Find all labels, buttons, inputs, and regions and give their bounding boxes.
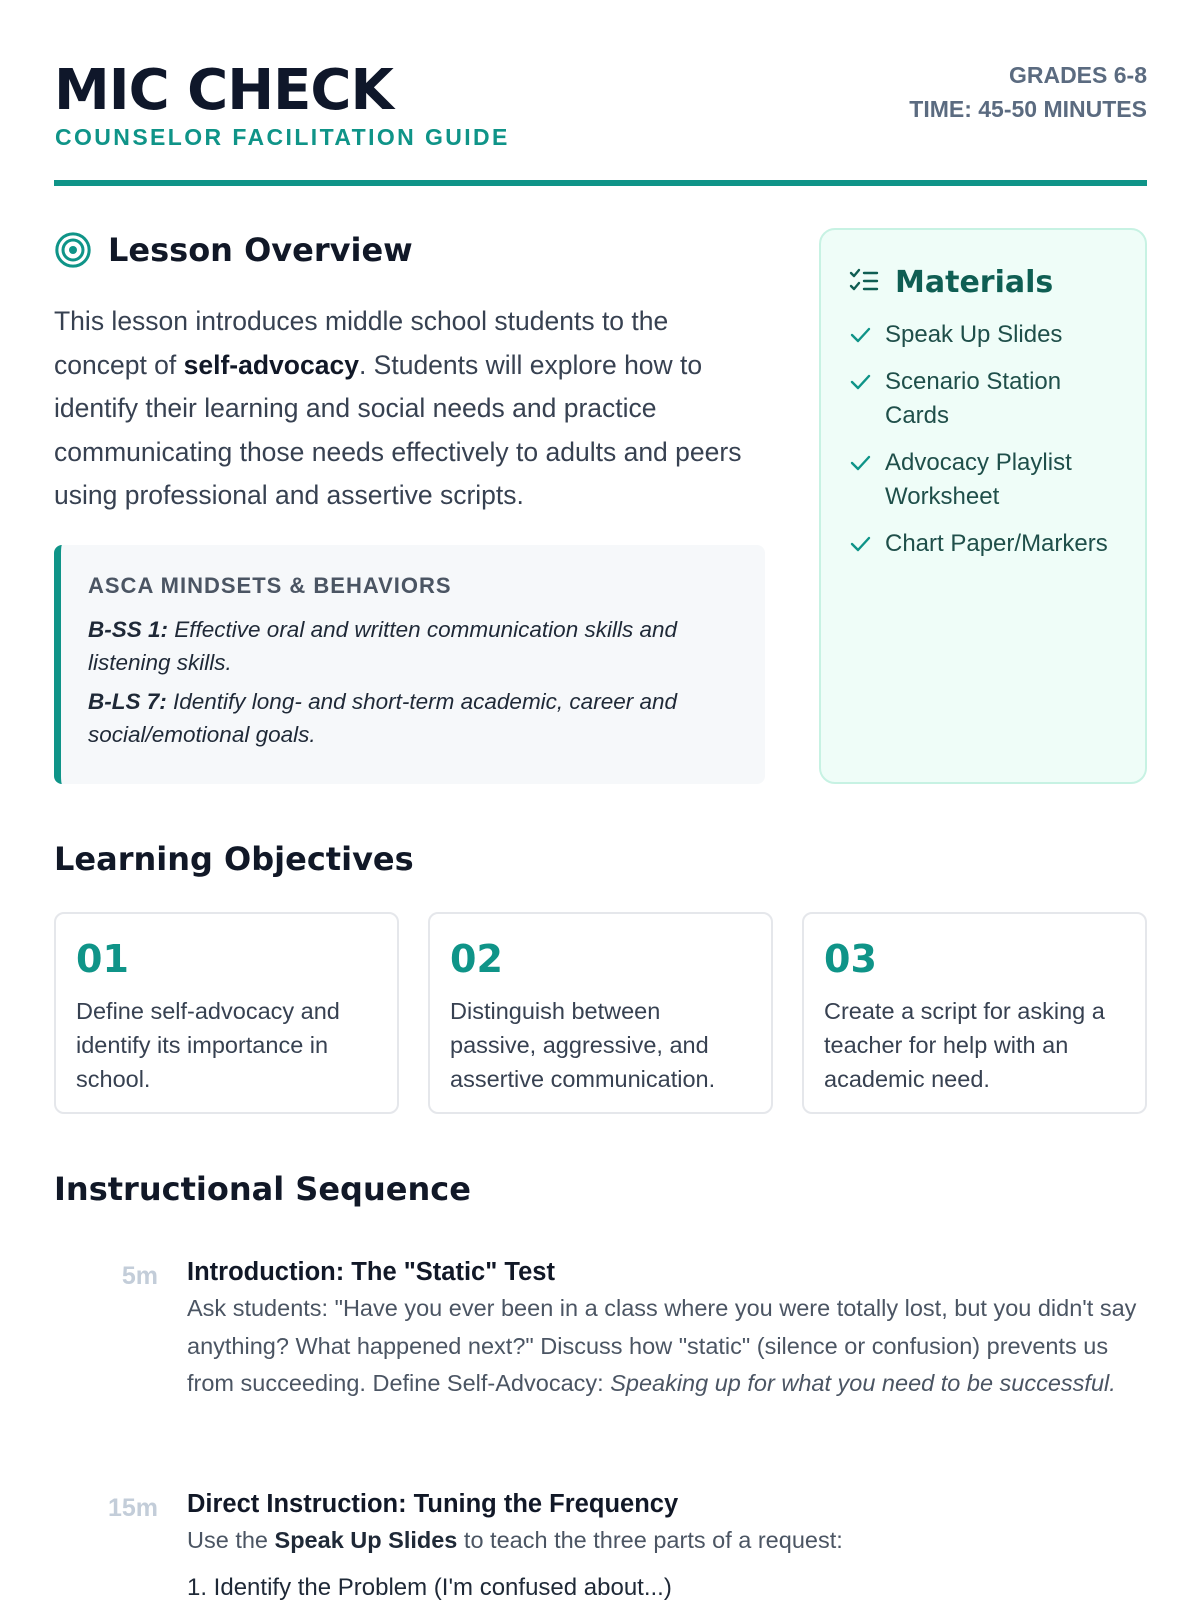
asca-standards-box <box>54 545 765 784</box>
step-duration: 15m <box>107 1494 158 1522</box>
page-title: MIC CHECK <box>54 58 393 123</box>
objective-number: 01 <box>76 937 129 981</box>
learning-objectives <box>54 840 1147 1092</box>
objective-number: 02 <box>450 937 503 981</box>
asca-heading: ASCA MINDSETS & BEHAVIORS <box>88 573 452 598</box>
materials-panel <box>819 228 1147 784</box>
materials-header <box>849 260 1123 304</box>
grades-label: GRADES 6-8 <box>1008 62 1147 88</box>
objectives-heading: Learning Objectives <box>54 840 414 878</box>
step-body-text: to teach the three parts of a request: <box>457 1527 843 1553</box>
overview-text <box>54 300 766 518</box>
header <box>54 58 1147 188</box>
step-title: Direct Instruction: Tuning the Frequency <box>187 1490 679 1518</box>
step-body <box>187 1522 1137 1560</box>
asca-item <box>88 613 741 679</box>
check-icon <box>849 324 871 346</box>
step-body-text: Use the <box>187 1527 275 1553</box>
header-divider <box>54 180 1147 186</box>
step-body-emphasis: Speaking up for what you need to be successful. <box>610 1370 1116 1396</box>
check-icon <box>849 533 871 555</box>
step-list-item: 1. Identify the Problem (I'm confused about...) <box>187 1574 672 1600</box>
lesson-meta <box>909 58 1147 126</box>
step-body <box>187 1290 1137 1403</box>
materials-item-label: Advocacy Playlist Worksheet <box>885 449 1072 510</box>
overview-keyword: self-advocacy <box>183 349 359 380</box>
step-title: Introduction: The "Static" Test <box>187 1258 555 1286</box>
overview-heading: Lesson Overview <box>108 231 413 269</box>
objective-card <box>802 912 1147 1114</box>
objective-number: 03 <box>824 937 877 981</box>
materials-item-label: Scenario Station Cards <box>885 368 1062 429</box>
materials-item <box>849 365 1123 433</box>
materials-heading: Materials <box>895 264 1054 300</box>
asca-item <box>88 685 741 751</box>
step-body-keyword: Speak Up Slides <box>274 1527 458 1553</box>
asca-text: Effective oral and written communication skills and listening skills. <box>88 617 677 675</box>
objective-text: Define self-advocacy and identify its importance in school. <box>76 998 340 1092</box>
step-body-text: Ask students: "Have you ever been in a class where you were totally lost, but you didn't say anything? What happened next?" Discuss how "static" (silence or confusion) prevents us from succeeding. Define Self-Advocacy: <box>187 1295 1137 1396</box>
asca-code: B-LS 7: <box>88 689 167 714</box>
instructional-sequence <box>54 1170 1147 1600</box>
time-label: TIME: 45-50 MINUTES <box>909 96 1147 122</box>
objectives-grid <box>54 912 1147 1114</box>
asca-code: B-SS 1: <box>88 617 169 642</box>
overview-text-part: This lesson introduces middle school students to the concept of <box>54 306 669 380</box>
lesson-overview <box>54 228 766 518</box>
materials-item <box>849 527 1123 561</box>
page-subtitle: COUNSELOR FACILITATION GUIDE <box>55 124 510 150</box>
materials-item <box>849 318 1123 352</box>
sequence-heading: Instructional Sequence <box>54 1170 471 1208</box>
objective-card <box>54 912 399 1114</box>
asca-text: Identify long- and short-term academic, career and social/emotional goals. <box>88 689 677 747</box>
target-icon <box>54 231 92 269</box>
objective-text: Create a script for asking a teacher for help with an academic need. <box>824 998 1105 1092</box>
overview-text-part: . Students will explore how to identify their learning and social needs and practice communicating those needs effectively to adults and peers using professional and assertive scripts. <box>54 349 742 510</box>
objective-text: Distinguish between passive, aggressive, and assertive communication. <box>450 998 716 1092</box>
objective-card <box>428 912 773 1114</box>
checklist-icon <box>849 268 879 296</box>
materials-item <box>849 446 1123 514</box>
check-icon <box>849 452 871 474</box>
materials-item-label: Speak Up Slides <box>885 321 1063 348</box>
step-duration: 5m <box>121 1262 158 1290</box>
check-icon <box>849 371 871 393</box>
overview-header <box>54 228 766 272</box>
materials-list <box>849 318 1123 561</box>
materials-item-label: Chart Paper/Markers <box>885 530 1108 557</box>
